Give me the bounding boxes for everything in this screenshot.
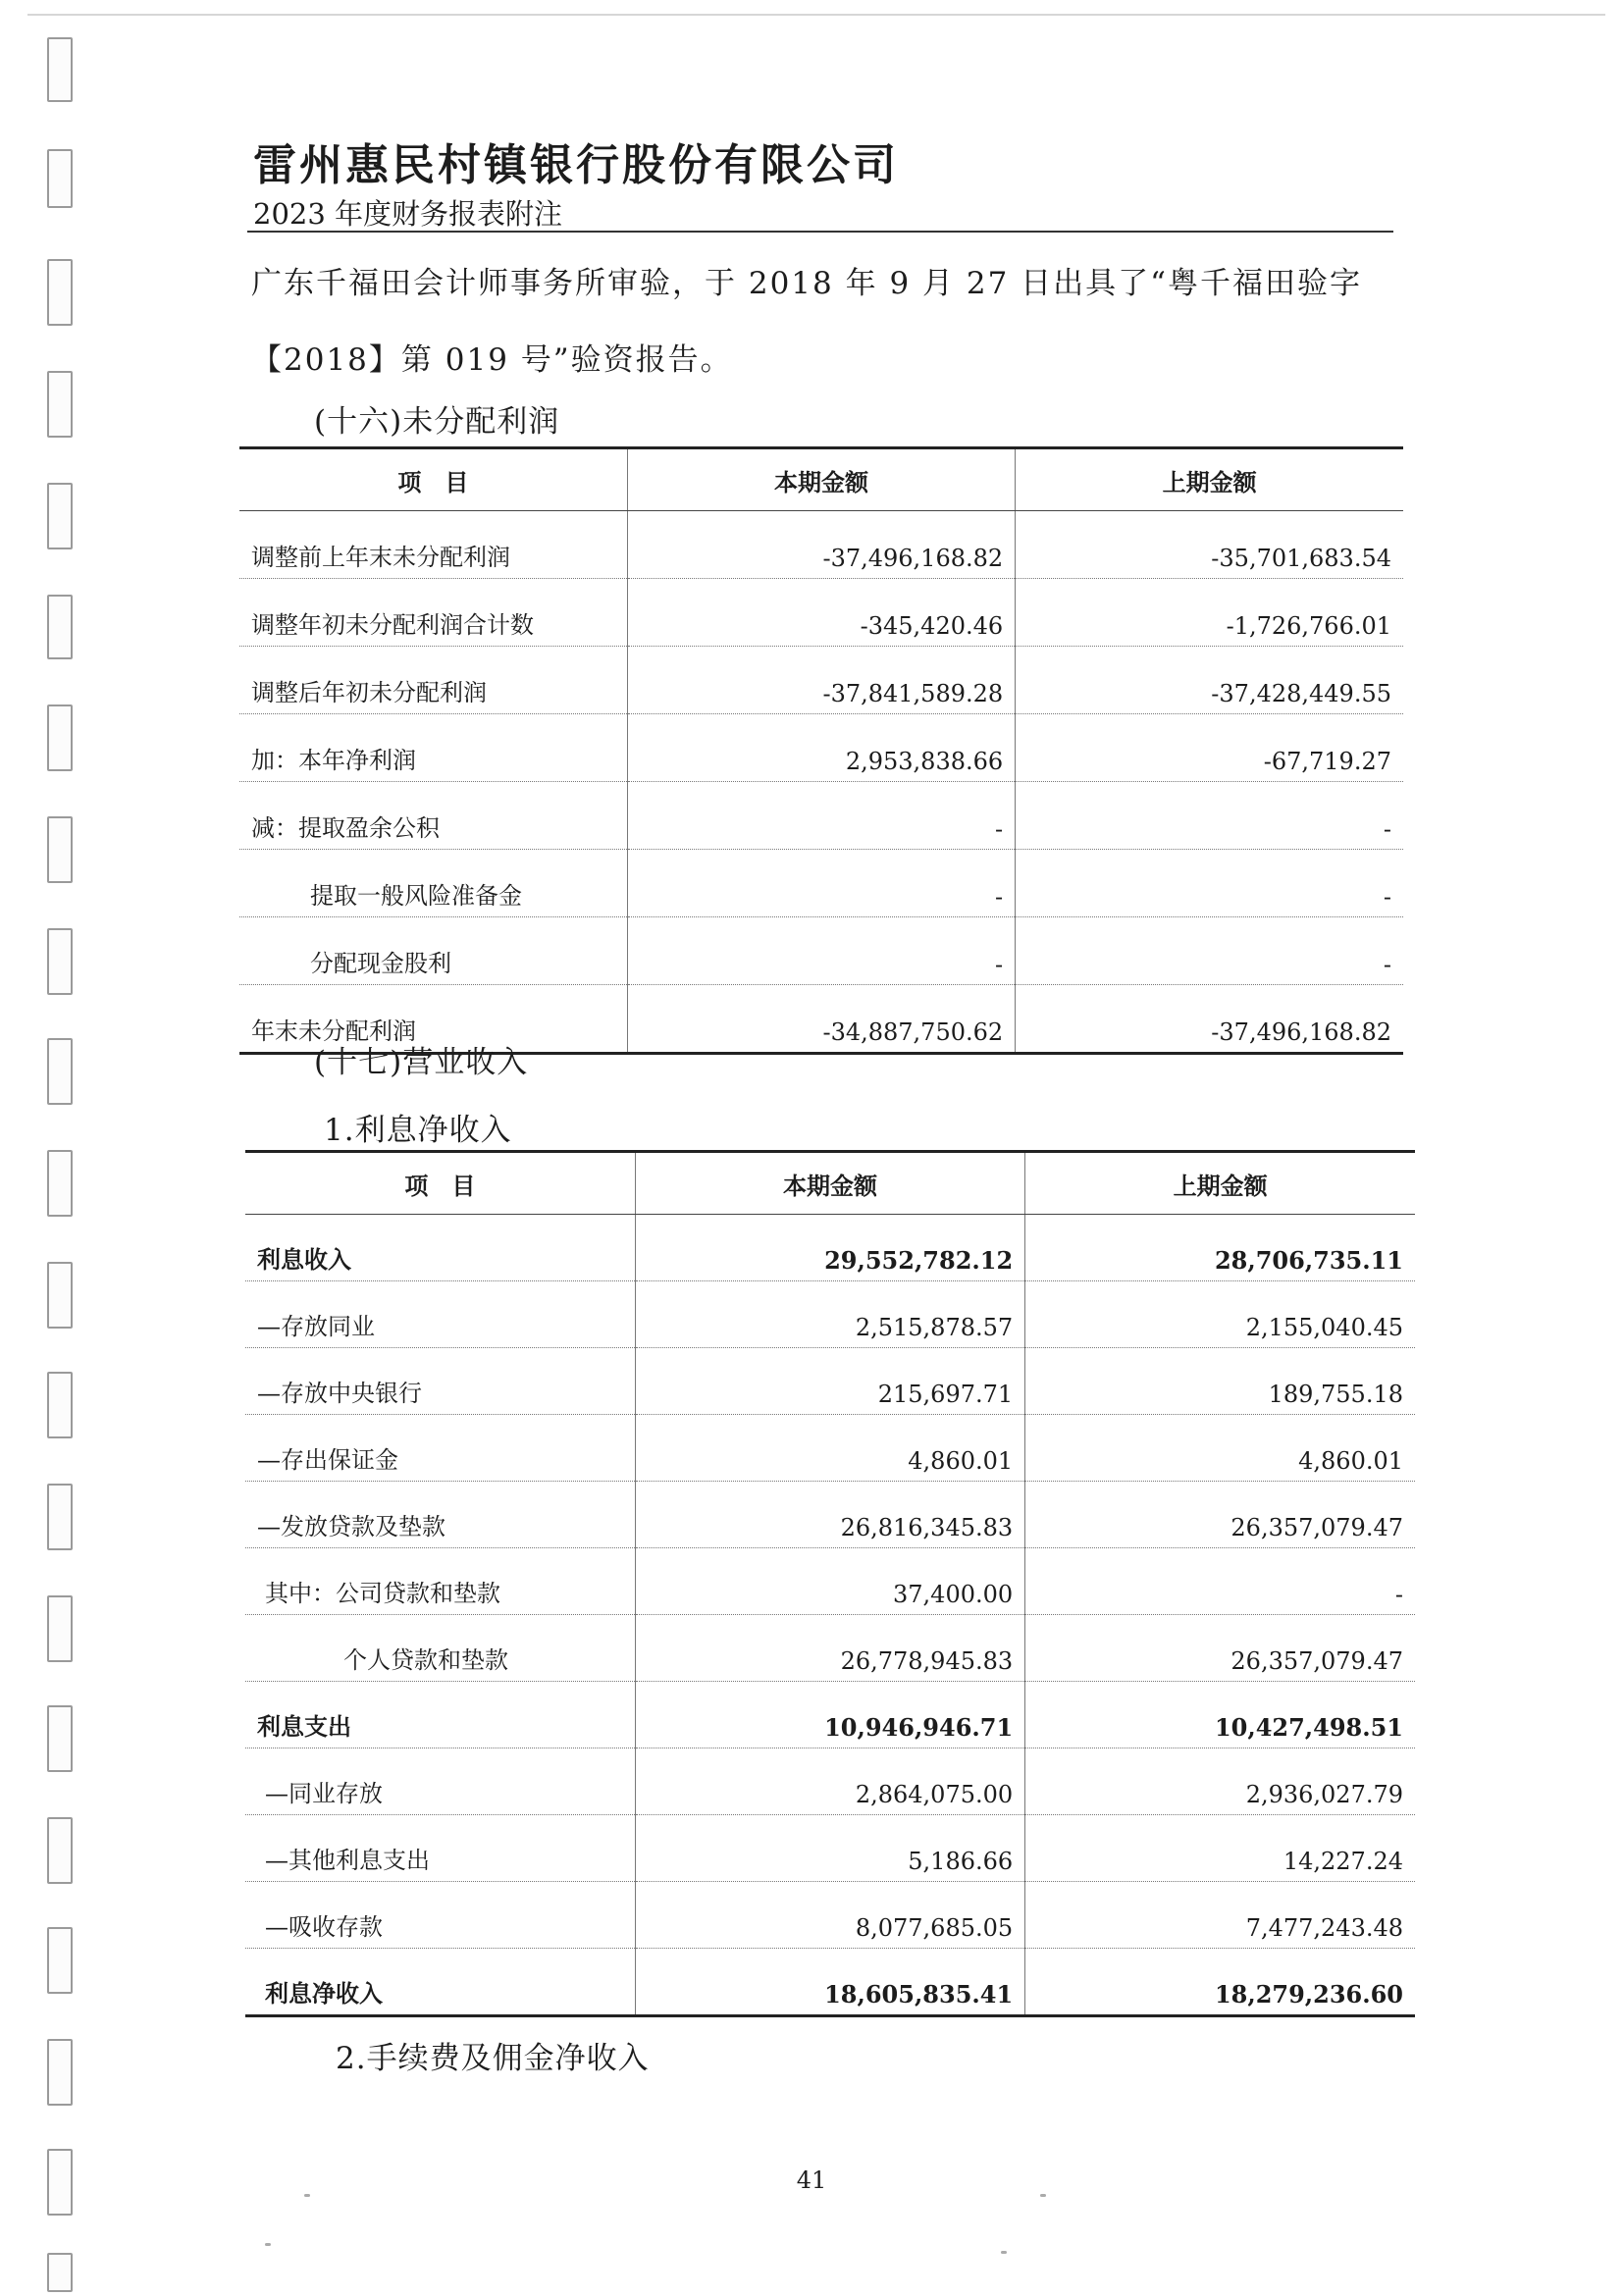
- binding-hole: [47, 704, 73, 771]
- table-row: [245, 1548, 1415, 1615]
- column-header-prior: 上期金额: [1025, 1152, 1415, 1215]
- prior-amount: -67,719.27: [1016, 714, 1403, 782]
- row-label: 调整前上年末未分配利润: [239, 511, 627, 579]
- binding-hole: [47, 1262, 73, 1329]
- current-amount: 215,697.71: [635, 1348, 1024, 1415]
- table-row: [245, 1482, 1415, 1548]
- row-label: 加：本年净利润: [239, 714, 627, 782]
- table-row: [245, 1748, 1415, 1815]
- table-header-row: [245, 1152, 1415, 1215]
- row-label: 减：提取盈余公积: [239, 782, 627, 850]
- prior-amount: -37,496,168.82: [1016, 985, 1403, 1054]
- prior-amount: -: [1016, 917, 1403, 985]
- prior-amount: -: [1025, 1548, 1415, 1615]
- row-label: 调整年初未分配利润合计数: [239, 579, 627, 647]
- current-amount: 2,515,878.57: [635, 1281, 1024, 1348]
- row-label: 利息支出: [245, 1682, 635, 1748]
- current-amount: 2,953,838.66: [627, 714, 1015, 782]
- table-row: [245, 1281, 1415, 1348]
- table-row: [239, 917, 1403, 985]
- intro-paragraph: 广东千福田会计师事务所审验，于 2018 年 9 月 27 日出具了“粤千福田验字【2018】第 019 号”验资报告。: [251, 266, 1363, 378]
- company-name: 雷州惠民村镇银行股份有限公司: [253, 140, 899, 190]
- table-row: [239, 579, 1403, 647]
- row-label: —发放贷款及垫款: [245, 1482, 635, 1548]
- current-amount: 26,778,945.83: [635, 1615, 1024, 1682]
- prior-amount: 28,706,735.11: [1025, 1215, 1415, 1281]
- binding-hole: [47, 1705, 73, 1772]
- header-divider: [247, 231, 1393, 233]
- binding-hole: [47, 2253, 73, 2292]
- page-number: 41: [796, 2166, 827, 2194]
- net-interest-income-table: [245, 1150, 1415, 2017]
- binding-hole: [47, 1038, 73, 1105]
- row-label: 利息净收入: [265, 1979, 383, 2008]
- prior-amount: 4,860.01: [1025, 1415, 1415, 1482]
- binding-hole: [47, 259, 73, 326]
- section-16-title: (十六)未分配利润: [314, 404, 560, 440]
- current-amount: -34,887,750.62: [627, 985, 1015, 1054]
- binding-hole: [47, 1817, 73, 1884]
- row-label: —存放中央银行: [245, 1348, 635, 1415]
- row-label: 调整后年初未分配利润: [239, 647, 627, 714]
- row-label: 年末未分配利润: [251, 1018, 416, 1045]
- scan-speck: [1001, 2251, 1007, 2254]
- prior-amount: 26,357,079.47: [1025, 1482, 1415, 1548]
- table-row: [239, 714, 1403, 782]
- column-header-prior: 上期金额: [1016, 448, 1403, 511]
- binding-hole: [47, 928, 73, 995]
- prior-amount: 2,936,027.79: [1025, 1748, 1415, 1815]
- current-amount: 37,400.00: [635, 1548, 1024, 1615]
- current-amount: -345,420.46: [627, 579, 1015, 647]
- prior-amount: 18,279,236.60: [1025, 1949, 1415, 2016]
- table-row: [245, 1348, 1415, 1415]
- row-label: —存放同业: [245, 1281, 635, 1348]
- row-label: 个人贷款和垫款: [245, 1615, 635, 1682]
- binding-hole: [47, 1372, 73, 1438]
- current-amount: 18,605,835.41: [635, 1949, 1024, 2016]
- row-label: 提取一般风险准备金: [239, 850, 627, 917]
- table-header-row: [239, 448, 1403, 511]
- table-row: [245, 1615, 1415, 1682]
- binding-hole: [47, 149, 73, 208]
- prior-amount: 189,755.18: [1025, 1348, 1415, 1415]
- table-row: [239, 782, 1403, 850]
- binding-hole: [47, 1595, 73, 1662]
- current-amount: 10,946,946.71: [635, 1682, 1024, 1748]
- row-label: 其中：公司贷款和垫款: [245, 1548, 635, 1615]
- undistributed-profit-table: [239, 446, 1403, 1055]
- row-label: —其他利息支出: [245, 1815, 635, 1882]
- current-amount: -37,841,589.28: [627, 647, 1015, 714]
- table-row: [239, 850, 1403, 917]
- net-interest-income-title: 1.利息净收入: [324, 1113, 512, 1148]
- binding-hole: [47, 371, 73, 438]
- section-17-title: (十七)营业收入: [314, 1045, 529, 1080]
- current-amount: 4,860.01: [635, 1415, 1024, 1482]
- fee-commission-income-title: 2.手续费及佣金净收入: [336, 2041, 650, 2076]
- prior-amount: -1,726,766.01: [1016, 579, 1403, 647]
- table-row: [245, 1215, 1415, 1281]
- row-label: —存出保证金: [245, 1415, 635, 1482]
- current-amount: 5,186.66: [635, 1815, 1024, 1882]
- binding-hole: [47, 37, 73, 102]
- row-label: —同业存放: [245, 1748, 635, 1815]
- table-row: [239, 647, 1403, 714]
- binding-hole: [47, 483, 73, 549]
- column-header-current: 本期金额: [627, 448, 1015, 511]
- binding-hole: [47, 1484, 73, 1550]
- column-header-current: 本期金额: [635, 1152, 1024, 1215]
- table-row: [239, 511, 1403, 579]
- current-amount: 2,864,075.00: [635, 1748, 1024, 1815]
- column-header-item: 项 目: [239, 448, 627, 511]
- current-amount: 26,816,345.83: [635, 1482, 1024, 1548]
- row-label: 分配现金股利: [239, 917, 627, 985]
- current-amount: -: [627, 782, 1015, 850]
- current-amount: 29,552,782.12: [635, 1215, 1024, 1281]
- scan-speck: [1040, 2194, 1046, 2197]
- table-row: [245, 1949, 1415, 2016]
- table-row: [245, 1882, 1415, 1949]
- prior-amount: 7,477,243.48: [1025, 1882, 1415, 1949]
- table-row: [245, 1415, 1415, 1482]
- prior-amount: -37,428,449.55: [1016, 647, 1403, 714]
- scan-speck: [265, 2243, 271, 2246]
- table-row: [245, 1682, 1415, 1748]
- current-amount: -37,496,168.82: [627, 511, 1015, 579]
- table-row: [245, 1815, 1415, 1882]
- prior-amount: 26,357,079.47: [1025, 1615, 1415, 1682]
- page-top-edge: [27, 14, 1605, 16]
- row-label: 利息收入: [245, 1215, 635, 1281]
- current-amount: -: [627, 850, 1015, 917]
- binding-hole: [47, 595, 73, 659]
- prior-amount: 14,227.24: [1025, 1815, 1415, 1882]
- current-amount: -: [627, 917, 1015, 985]
- prior-amount: -: [1016, 782, 1403, 850]
- binding-hole: [47, 816, 73, 883]
- binding-hole: [47, 1927, 73, 1994]
- prior-amount: 2,155,040.45: [1025, 1281, 1415, 1348]
- binding-hole: [47, 1150, 73, 1217]
- scan-speck: [304, 2194, 310, 2197]
- binding-hole: [47, 2039, 73, 2106]
- prior-amount: -: [1016, 850, 1403, 917]
- prior-amount: 10,427,498.51: [1025, 1682, 1415, 1748]
- prior-amount: -35,701,683.54: [1016, 511, 1403, 579]
- current-amount: 8,077,685.05: [635, 1882, 1024, 1949]
- column-header-item: 项 目: [245, 1152, 635, 1215]
- row-label: —吸收存款: [245, 1882, 635, 1949]
- report-subtitle: 2023 年度财务报表附注: [253, 197, 563, 231]
